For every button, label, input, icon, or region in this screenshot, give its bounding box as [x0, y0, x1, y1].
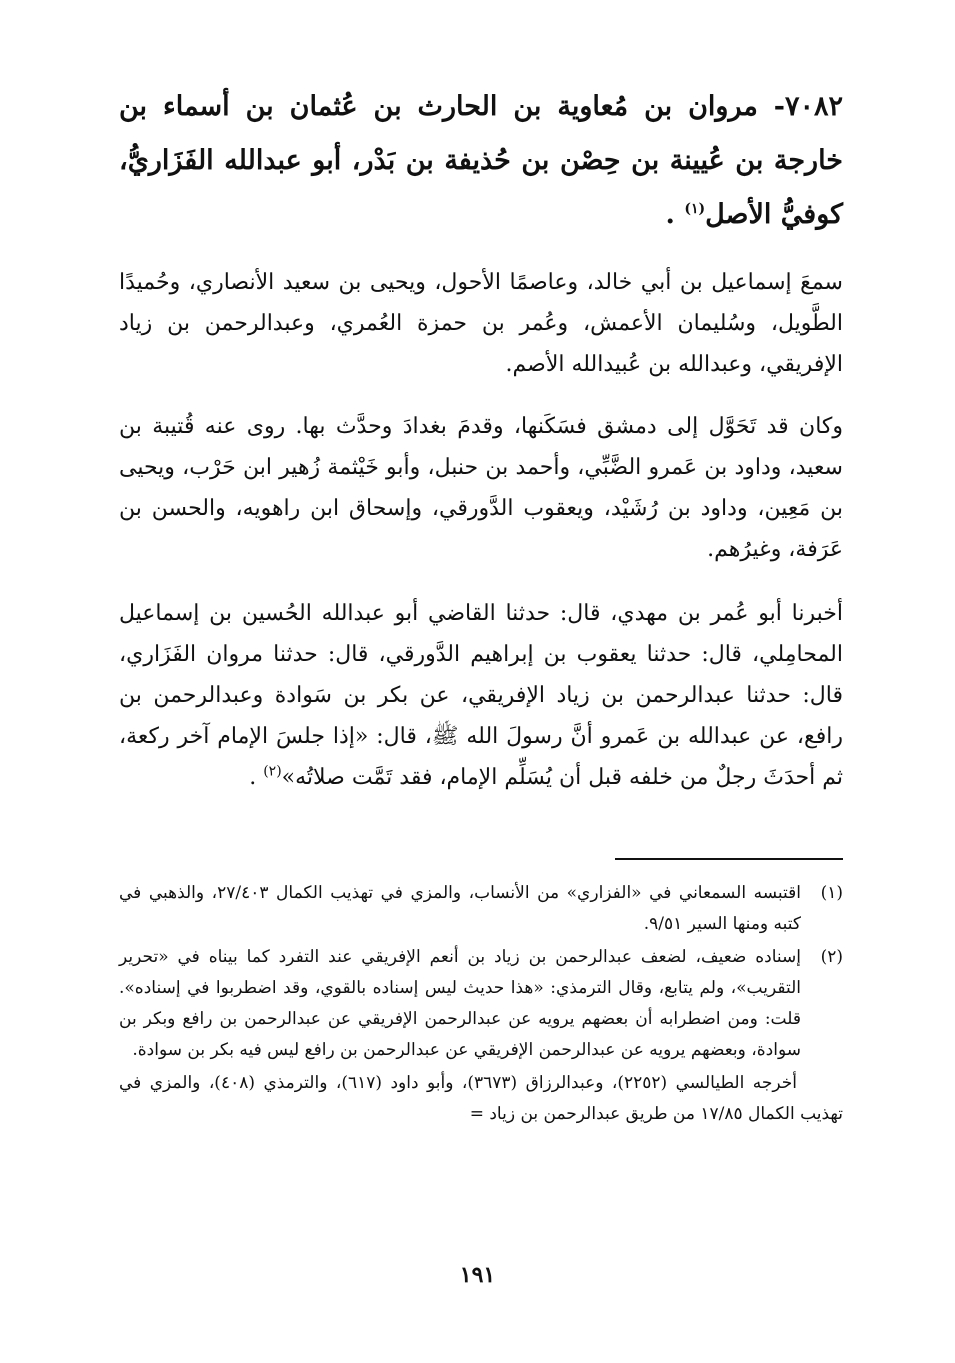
footnote-ref-2: (٢) [263, 763, 282, 780]
entry-heading-end: . [665, 199, 685, 230]
footnote-2-number: (٢) [820, 947, 843, 967]
footnote-1-number: (١) [820, 883, 843, 903]
entry-heading [119, 80, 843, 242]
footnote-1-text: اقتبسه السمعاني في «الفزاري» من الأنساب، والمزي في تهذيب الكمال ٢٧/٤٠٣، والذهبي في كتبه ومنها السير ٩/٥١. [119, 883, 801, 934]
footnote-1 [119, 878, 843, 940]
hadith-end: . [249, 765, 264, 790]
footnote-2-continuation: أخرجه الطيالسي (٢٢٥٢)، وعبدالرزاق (٣٦٧٣)، وأبو داود (٦١٧)، والترمذي (٤٠٨)، والمزي في تهذيب الكمال ١٧/٨٥ من طريق عبدالرحمن بن زياد = [119, 1073, 843, 1124]
page-number: ١٩١ [459, 1262, 496, 1288]
footnote-2 [119, 942, 843, 1066]
footnote-ref-1: (١) [684, 201, 706, 217]
paragraph-teachers: سمعَ إسماعيل بن أبي خالد، وعاصمًا الأحول، ويحيى بن سعيد الأنصاري، وحُميدًا الطَّويل، وسُليمان الأعمش، وعُمر بن حمزة العُمري، وعبدالرحمن بن زياد الإفريقي، وعبدالله بن عُبيدالله الأصم. [119, 270, 843, 377]
footnote-divider [615, 858, 843, 860]
entry-heading-text: ٧٠٨٢- مروان بن مُعاوية بن الحارث بن عُثمان بن أسماء بن خارجة بن عُيينة بن حِصْن بن حُذيفة بن بَدْر، أبو عبدالله الفَزَاريُّ، كوفيُّ الأصل [119, 91, 843, 230]
footnote-2-text: إسناده ضعيف، لضعف عبدالرحمن بن زياد بن أنعم الإفريقي عند التفرد كما بيناه في «تحرير التقريب»، ولم يتابع، وقال الترمذي: «هذا حديث ليس إسناده بالقوي، وقد اضطربوا في إسناده». قلت: ومن اضطرابه أن بعضهم يرويه عن عبدالرحمن الإفريقي عن عبدالرحمن بن رافع وبكر بن سوادة، وبعضهم يرويه عن عبدالرحمن الإفريقي عن عبدالرحمن بن رافع ليس فيه بكر بن سوادة. [119, 947, 801, 1060]
paragraph-students: وكان قد تَحَوَّل إلى دمشق فسَكَنها، وقدمَ بغدادَ وحدَّث بها. روى عنه قُتيبة بن سعيد، وداود بن عَمرو الضَّبِّي، وأحمد بن حنبل، وأبو خَيْثمة زُهير ابن حَرْب، ويحيى بن مَعِين، وداود بن رُشَيْد، ويعقوب الدَّورقي، وإسحاق ابن راهويه، والحسن بن عَرَفة، وغيرُهم. [119, 414, 843, 562]
footnotes-section [119, 878, 843, 1130]
paragraph-hadith [119, 593, 843, 798]
hadith-text: أخبرنا أبو عُمر بن مهدي، قال: حدثنا القاضي أبو عبدالله الحُسين بن إسماعيل المحامِلي، قال: حدثنا يعقوب بن إبراهيم الدَّورقي، قال: حدثنا مروان الفَزَاري، قال: حدثنا عبدالرحمن بن زياد الإفريقي، عن بكر بن سَوادة وعبدالرحمن بن رافع، عن عبدالله بن عَمرو أنَّ رسولَ الله ﷺ، قال: «إذا جلسَ الإمام آخر ركعة، ثم أحدَثَ رجلٌ من خلفه قبل أن يُسَلِّم الإمام، فقد تَمَّت صلاتُه» [119, 601, 843, 790]
